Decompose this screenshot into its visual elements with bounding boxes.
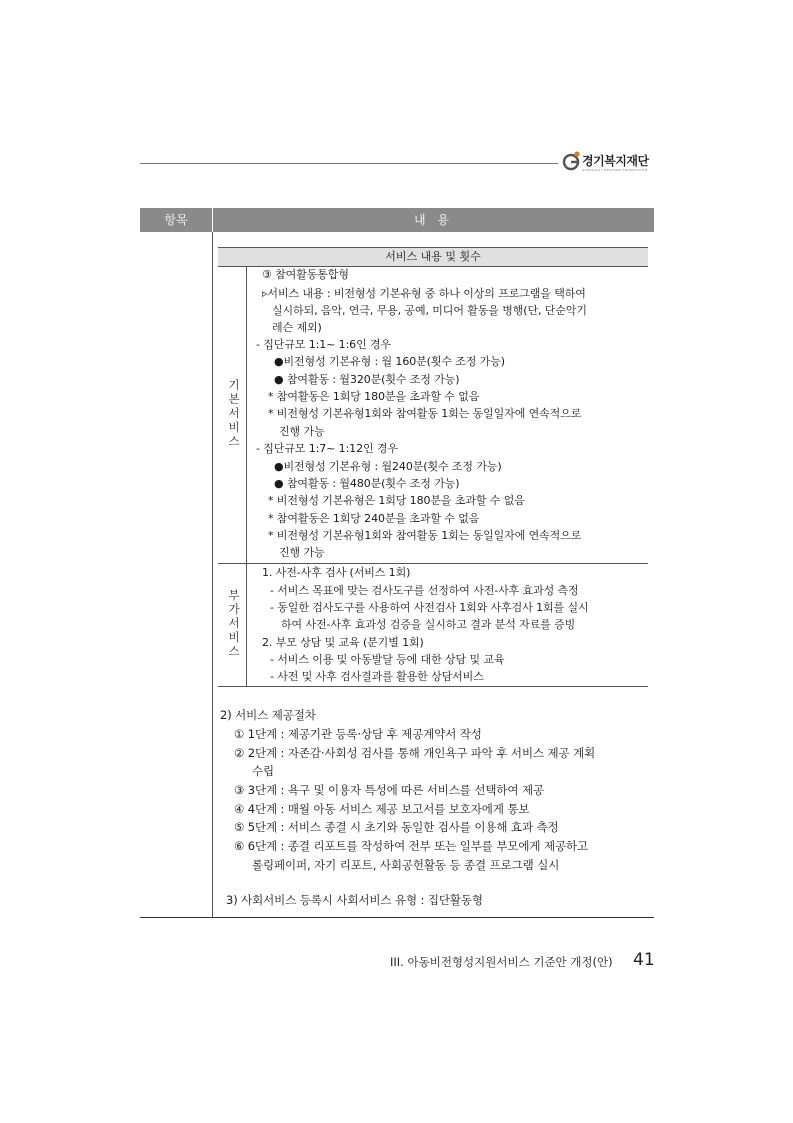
extra-line: - 서비스 목표에 맞는 검사도구를 선정하여 사전-사후 효과성 측정: [270, 584, 579, 597]
org-name: 경기복지재단: [582, 154, 649, 168]
extra-line: 1. 사전-사후 검사 (서비스 1회): [262, 566, 411, 579]
basic-line: ③ 참여활동통합형: [262, 268, 349, 281]
procedure-step: ④ 4단계 : 매월 아동 서비스 제공 보고서를 보호자에게 통보: [234, 802, 530, 816]
extra-line: - 서비스 이용 및 아동발달 등에 대한 상담 및 교육: [270, 653, 505, 666]
subtable-divider: [246, 266, 247, 686]
subtable-header: 서비스 내용 및 횟수: [218, 247, 648, 267]
table-bottom-rule: [140, 917, 654, 918]
page-number: 41: [633, 950, 655, 970]
basic-line: ●비전형성 기본유형 : 월240분(횟수 조정 가능): [274, 460, 502, 473]
basic-line: 레슨 제외): [272, 321, 322, 334]
label-basic-service: 기 본 서 비 스: [228, 378, 240, 448]
subtable-row-rule: [218, 563, 648, 564]
column-header-item: 항목: [140, 208, 213, 232]
procedure-step: ⑥ 6단계 : 종결 리포트를 작성하여 전부 또는 일부를 부모에게 제공하고: [234, 839, 588, 853]
column-header-content: 내 용: [414, 213, 453, 227]
header-rule: [140, 163, 558, 164]
logo-mark-icon: [562, 150, 582, 172]
procedure-step: ① 1단계 : 제공기관 등록·상담 후 제공계약서 작성: [234, 727, 482, 741]
procedure-step: ② 2단계 : 자존감·사회성 검사를 통해 개인욕구 파악 후 서비스 제공 계획: [234, 746, 596, 760]
chapter-title: III. 아동비전형성지원서비스 기준안 개정(안): [390, 955, 613, 969]
extra-line: - 동일한 검사도구를 사용하여 사전검사 1회와 사후검사 1회를 실시: [270, 601, 589, 614]
procedure-step: ⑤ 5단계 : 서비스 종결 시 초기와 동일한 검사를 이용해 효과 측정: [234, 820, 559, 834]
basic-line: * 비전형성 기본유형은 1회당 180분을 초과할 수 없음: [268, 494, 525, 507]
table-header: [140, 208, 654, 232]
basic-line: * 참여활동은 1회당 240분을 초과할 수 없음: [268, 512, 480, 525]
registration-type: 3) 사회서비스 등록시 사회서비스 유형 : 집단활동형: [226, 893, 483, 907]
org-name-en: GYEONGGI WELFARE FOUNDATION: [582, 168, 648, 172]
label-extra-service: 부 가 서 비 스: [228, 588, 240, 658]
basic-line: * 비전형성 기본유형1회와 참여활동 1회는 동일일자에 연속적으로: [268, 407, 582, 420]
column-divider: [212, 232, 213, 917]
org-logo: [562, 148, 657, 176]
basic-line: ● 참여활동 : 월320분(횟수 조정 가능): [274, 373, 460, 386]
extra-line: 2. 부모 상담 및 교육 (분기별 1회): [262, 636, 424, 649]
basic-line: * 참여활동은 1회당 180분을 초과할 수 없음: [268, 390, 480, 403]
basic-line: 진행 가능: [279, 425, 325, 438]
procedure-step: ③ 3단계 : 욕구 및 이용자 특성에 따른 서비스를 선택하여 제공: [234, 783, 544, 797]
basic-line: ●비전형성 기본유형 : 월 160분(횟수 조정 가능): [274, 355, 505, 368]
basic-line: 진행 가능: [279, 546, 325, 559]
basic-line: - 집단규모 1:7~ 1:12인 경우: [256, 442, 398, 455]
basic-line: - 집단규모 1:1~ 1:6인 경우: [256, 338, 392, 351]
extra-line: 하여 사전-사후 효과성 검증을 실시하고 결과 분석 자료를 증빙: [281, 618, 576, 631]
extra-line: - 사전 및 사후 검사결과를 활용한 상담서비스: [270, 670, 484, 683]
subtable-bottom-rule: [218, 686, 648, 687]
basic-line: * 비전형성 기본유형1회와 참여활동 1회는 동일일자에 연속적으로: [268, 529, 582, 542]
basic-line: ▹서비스 내용 : 비전형성 기본유형 중 하나 이상의 프로그램을 택하여: [262, 287, 586, 300]
basic-line: ● 참여활동 : 월480분(횟수 조정 가능): [274, 477, 460, 490]
basic-line: 실시하되, 음악, 연극, 무용, 공예, 미디어 활동을 병행(단, 단순악기: [272, 304, 587, 317]
procedure-title: 2) 서비스 제공절차: [220, 708, 316, 722]
procedure-step: 롤링페이퍼, 자기 리포트, 사회공헌활동 등 종결 프로그램 실시: [252, 858, 560, 872]
procedure-step: 수립: [252, 764, 275, 778]
